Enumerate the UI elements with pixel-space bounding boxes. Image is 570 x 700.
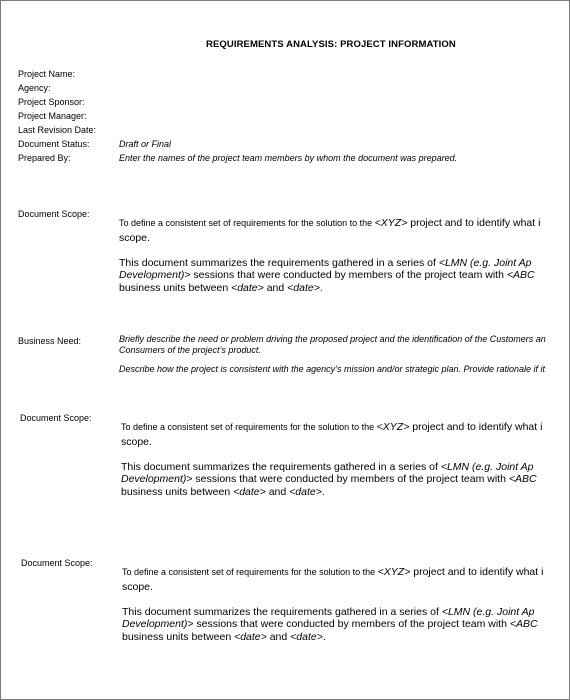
scope-text: . — [319, 281, 323, 294]
scope-text: scope. — [122, 581, 153, 593]
scope-text: This document summarizes the requirements gathered in a series of — [121, 460, 441, 473]
scope-text: To define a consistent set of requirements for the solution to the — [121, 422, 377, 432]
scope-text: > sessions that were conducted by members of the project team with — [184, 269, 507, 281]
scope-text: . — [322, 630, 326, 643]
scope-placeholder: <ABC — [509, 618, 538, 630]
document-scope-label: Document Scope: — [20, 413, 92, 423]
scope-placeholder: <date> — [290, 630, 323, 643]
prepared-by-label: Prepared By: — [18, 153, 71, 163]
business-need-label: Business Need: — [18, 336, 82, 346]
scope-text: project and to identify what i — [410, 566, 544, 578]
document-title: REQUIREMENTS ANALYSIS: PROJECT INFORMATION — [206, 39, 456, 50]
scope-placeholder: <date> — [234, 630, 267, 643]
document-scope-label: Document Scope: — [21, 558, 93, 568]
scope-placeholder: <XYZ> — [374, 217, 408, 229]
document-scope-text — [122, 562, 543, 643]
scope-placeholder: <LMN (e.g. Joint Ap — [438, 256, 532, 269]
scope-text: > sessions that were conducted by members of the project team with — [186, 473, 509, 485]
scope-text: business units between — [119, 281, 232, 294]
project-name-label: Project Name: — [18, 69, 76, 79]
scope-text: This document summarizes the requirements gathered in a series of — [119, 256, 439, 269]
project-manager-label: Project Manager: — [18, 111, 87, 121]
scope-text: and — [266, 630, 291, 643]
last-revision-date-label: Last Revision Date: — [18, 125, 97, 135]
project-sponsor-label: Project Sponsor: — [18, 97, 85, 107]
scope-placeholder: Development) — [119, 269, 185, 281]
scope-text: To define a consistent set of requirements for the solution to the — [122, 567, 378, 577]
scope-placeholder: <date> — [287, 281, 320, 294]
scope-placeholder: Development) — [122, 618, 188, 630]
scope-placeholder: <ABC — [508, 473, 537, 485]
document-scope-text — [119, 213, 540, 294]
document-status-value: Draft or Final — [119, 139, 172, 149]
business-need-line: Describe how the project is consistent with the agency’s mission and/or strategic plan. Provide rationale if it — [119, 364, 546, 374]
scope-placeholder: <LMN (e.g. Joint Ap — [441, 605, 535, 618]
scope-text: scope. — [119, 232, 150, 244]
scope-placeholder: Development) — [121, 473, 187, 485]
scope-text: project and to identify what i — [407, 217, 541, 229]
scope-placeholder: <XYZ> — [376, 421, 410, 433]
document-status-label: Document Status: — [18, 139, 90, 149]
agency-label: Agency: — [18, 83, 51, 93]
business-need-line: Briefly describe the need or problem driving the proposed project and the identification of the Customers an — [119, 334, 546, 344]
business-need-text — [119, 334, 546, 375]
scope-text: business units between — [121, 485, 234, 498]
scope-text: This document summarizes the requirements gathered in a series of — [122, 605, 442, 618]
scope-text: and — [263, 281, 288, 294]
document-scope-label: Document Scope: — [18, 209, 90, 219]
scope-placeholder: <XYZ> — [377, 566, 411, 578]
scope-placeholder: <date> — [231, 281, 264, 294]
scope-text: > sessions that were conducted by members of the project team with — [187, 618, 510, 630]
scope-placeholder: <date> — [233, 485, 266, 498]
scope-placeholder: <date> — [289, 485, 322, 498]
scope-text: business units between — [122, 630, 235, 643]
prepared-by-value: Enter the names of the project team members by whom the document was prepared. — [119, 153, 458, 163]
scope-text: To define a consistent set of requirements for the solution to the — [119, 218, 375, 228]
business-need-line: Consumers of the project’s product. — [119, 345, 261, 355]
document-scope-text — [121, 417, 542, 498]
scope-text: . — [321, 485, 325, 498]
scope-placeholder: <ABC — [506, 269, 535, 281]
scope-text: project and to identify what i — [409, 421, 543, 433]
scope-text: and — [265, 485, 290, 498]
scope-placeholder: <LMN (e.g. Joint Ap — [440, 460, 534, 473]
scope-text: scope. — [121, 436, 152, 448]
